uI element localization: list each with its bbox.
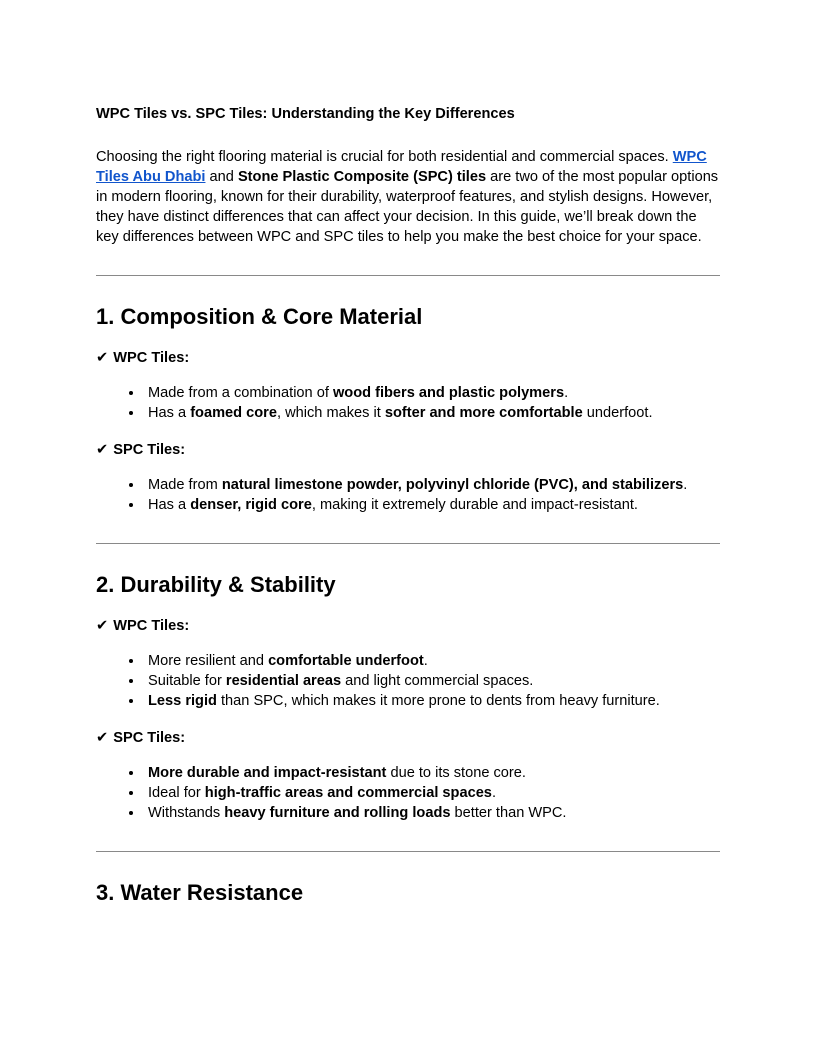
bold-text-run: foamed core: [190, 405, 277, 421]
bullet-item: [144, 495, 720, 515]
bold-text-run: heavy furniture and rolling loads: [224, 805, 451, 821]
text-run: Suitable for: [148, 673, 226, 689]
document-title: WPC Tiles vs. SPC Tiles: Understanding the Key Differences: [96, 106, 515, 122]
check-icon: ✔: [96, 350, 109, 366]
bullet-list: [96, 475, 720, 515]
bold-text-run: wood fibers and plastic polymers: [332, 385, 565, 401]
text-run: .: [423, 653, 428, 669]
document-section: [96, 851, 720, 907]
bullet-item: [144, 651, 720, 671]
section-divider: [96, 543, 720, 544]
tile-type-group: [96, 728, 720, 823]
tile-type-label: SPC Tiles:: [113, 442, 186, 458]
text-run: .: [564, 385, 569, 401]
bullet-item: [144, 783, 720, 803]
text-run: Made from a combination of: [148, 385, 333, 401]
document-section: [96, 275, 720, 515]
section-divider: [96, 851, 720, 852]
tile-type-group: [96, 440, 720, 515]
bullet-item: [144, 383, 720, 403]
text-run: Choosing the right flooring material is crucial for both residential and commercial spaces.: [96, 149, 673, 165]
text-run: are two of the most popular options in modern flooring, known for their durability, waterproof features, and stylish designs. However, they have distinct differences that can affect your decision. In this guide, we’ll break down the key differences between WPC and SPC tiles to help you make the best choice for your space.: [96, 169, 719, 245]
bullet-list: [96, 383, 720, 423]
text-run: underfoot.: [582, 405, 653, 421]
section-heading: 2. Durability & Stability: [96, 572, 336, 597]
document-section: [96, 543, 720, 823]
wpc-tiles-abu-dhabi-link[interactable]: WPC Tiles Abu Dhabi: [96, 149, 707, 185]
bullet-item: [144, 691, 720, 711]
tile-type-label: WPC Tiles:: [113, 618, 190, 634]
text-run: , making it extremely durable and impact-resistant.: [311, 497, 638, 513]
text-run: than SPC, which makes it more prone to dents from heavy furniture.: [216, 693, 660, 709]
text-run: Has a: [148, 497, 191, 513]
text-run: and: [205, 169, 238, 185]
bold-text-run: Less rigid: [148, 693, 217, 709]
bullet-item: [144, 803, 720, 823]
tile-type-group: [96, 348, 720, 423]
text-run: , which makes it: [276, 405, 385, 421]
bullet-item: [144, 475, 720, 495]
text-run: Has a: [148, 405, 191, 421]
text-run: Withstands: [148, 805, 225, 821]
tile-type-heading: [96, 440, 720, 460]
section-groups: [96, 348, 720, 515]
text-run: .: [683, 477, 688, 493]
bold-text-run: softer and more comfortable: [384, 405, 583, 421]
section-divider: [96, 275, 720, 276]
section-heading: 1. Composition & Core Material: [96, 304, 423, 329]
tile-type-heading: [96, 616, 720, 636]
text-run: Ideal for: [148, 785, 205, 801]
text-run: .: [491, 785, 496, 801]
bullet-item: [144, 763, 720, 783]
text-run: More resilient and: [148, 653, 269, 669]
bold-text-run: residential areas: [225, 673, 342, 689]
bullet-list: [96, 763, 720, 823]
tile-type-heading: [96, 728, 720, 748]
intro-paragraph: [96, 147, 720, 247]
tile-type-group: [96, 616, 720, 711]
bullet-item: [144, 403, 720, 423]
section-groups: [96, 616, 720, 823]
bold-text-run: denser, rigid core: [190, 497, 312, 513]
bullet-list: [96, 651, 720, 711]
sections: [96, 275, 720, 907]
bold-text-run: Stone Plastic Composite (SPC) tiles: [237, 169, 487, 185]
check-icon: ✔: [96, 618, 109, 634]
check-icon: ✔: [96, 442, 109, 458]
text-run: and light commercial spaces.: [341, 673, 534, 689]
check-icon: ✔: [96, 730, 109, 746]
tile-type-label: WPC Tiles:: [113, 350, 190, 366]
text-run: due to its stone core.: [386, 765, 526, 781]
text-run: Made from: [148, 477, 222, 493]
section-heading: 3. Water Resistance: [96, 880, 304, 905]
bold-text-run: natural limestone powder, polyvinyl chloride (PVC), and stabilizers: [221, 477, 684, 493]
tile-type-heading: [96, 348, 720, 368]
tile-type-label: SPC Tiles:: [113, 730, 186, 746]
text-run: better than WPC.: [450, 805, 567, 821]
bold-text-run: comfortable underfoot: [268, 653, 424, 669]
bold-text-run: high-traffic areas and commercial spaces: [204, 785, 492, 801]
bullet-item: [144, 671, 720, 691]
bold-text-run: More durable and impact-resistant: [148, 765, 387, 781]
